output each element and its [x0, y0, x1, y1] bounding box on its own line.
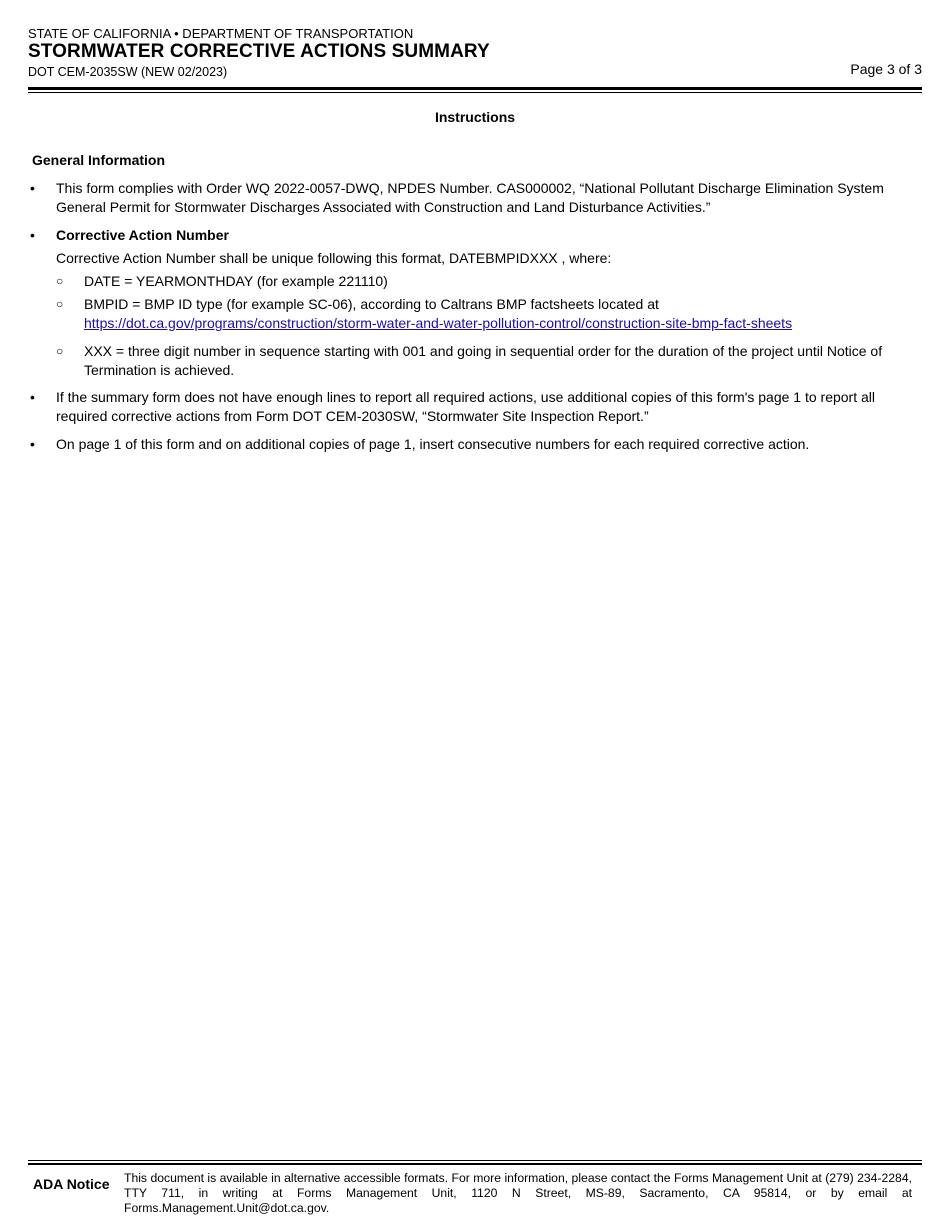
- ada-notice-label: ADA Notice: [33, 1176, 110, 1192]
- sub-item-date: DATE = YEARMONTHDAY (for example 221110): [84, 273, 388, 289]
- corrective-action-number-heading: Corrective Action Number: [56, 227, 229, 243]
- header-divider-thick: [28, 87, 922, 90]
- footer-divider-thin: [28, 1160, 922, 1161]
- form-number: DOT CEM-2035SW (NEW 02/2023): [28, 65, 228, 79]
- sub-bullet-2: ○: [56, 297, 64, 311]
- instruction-item-consecutive-numbers: On page 1 of this form and on additional copies of page 1, insert consecutive numbers for each required corrective action.: [56, 436, 810, 452]
- sub-bullet-3: ○: [56, 344, 64, 358]
- header-divider-thin: [28, 92, 922, 93]
- general-information-heading: General Information: [32, 152, 166, 168]
- page-number: Page 3 of 3: [850, 61, 922, 77]
- footer-divider-thick: [28, 1163, 922, 1165]
- instruction-item-permit: This form complies with Order WQ 2022-0057-DWQ, NPDES Number. CAS000002, “National Pollutant Discharge Elimination System General Permit for Stormwater Discharges Associated with Construction and Land Disturbance Activities.”: [56, 180, 884, 215]
- bullet-1: •: [30, 180, 35, 196]
- ada-notice-text: This document is available in alternative accessible formats. For more information, please contact the Forms Management Unit at (279) 234-2284, TTY 711, in writing at Forms Management Unit, 1120 N Street, MS-89, Sacramento, CA 95814, or by email at Forms.Management.Unit@dot.ca.gov.: [124, 1171, 912, 1215]
- sub-bullet-1: ○: [56, 274, 64, 288]
- form-header: [28, 26, 922, 81]
- bullet-4: •: [30, 436, 35, 452]
- bullet-3: •: [30, 389, 35, 405]
- instructions-heading: Instructions: [434, 109, 516, 125]
- sub-item-bmpid: BMPID = BMP ID type (for example SC-06), according to Caltrans BMP factsheets located at: [84, 296, 659, 312]
- instruction-item-additional-copies: If the summary form does not have enough lines to report all required actions, use additional copies of this form's page 1 to report all required corrective actions from Form DOT CEM-2030SW, “Stormwater Site Inspection Report.”: [56, 389, 876, 424]
- bullet-2: •: [30, 227, 35, 243]
- bmp-factsheets-link[interactable]: https://dot.ca.gov/programs/construction/storm-water-and-water-pollution-control/construction-site-bmp-fact-sheets: [84, 315, 793, 331]
- corrective-action-number-text: Corrective Action Number shall be unique following this format, DATEBMPIDXXX , where:: [56, 250, 612, 266]
- form-title: STORMWATER CORRECTIVE ACTIONS SUMMARY: [28, 41, 490, 62]
- agency-line: STATE OF CALIFORNIA • DEPARTMENT OF TRANSPORTATION: [28, 26, 414, 41]
- sub-item-xxx: XXX = three digit number in sequence starting with 001 and going in sequential order for the duration of the project until Notice of Termination is achieved.: [84, 343, 883, 378]
